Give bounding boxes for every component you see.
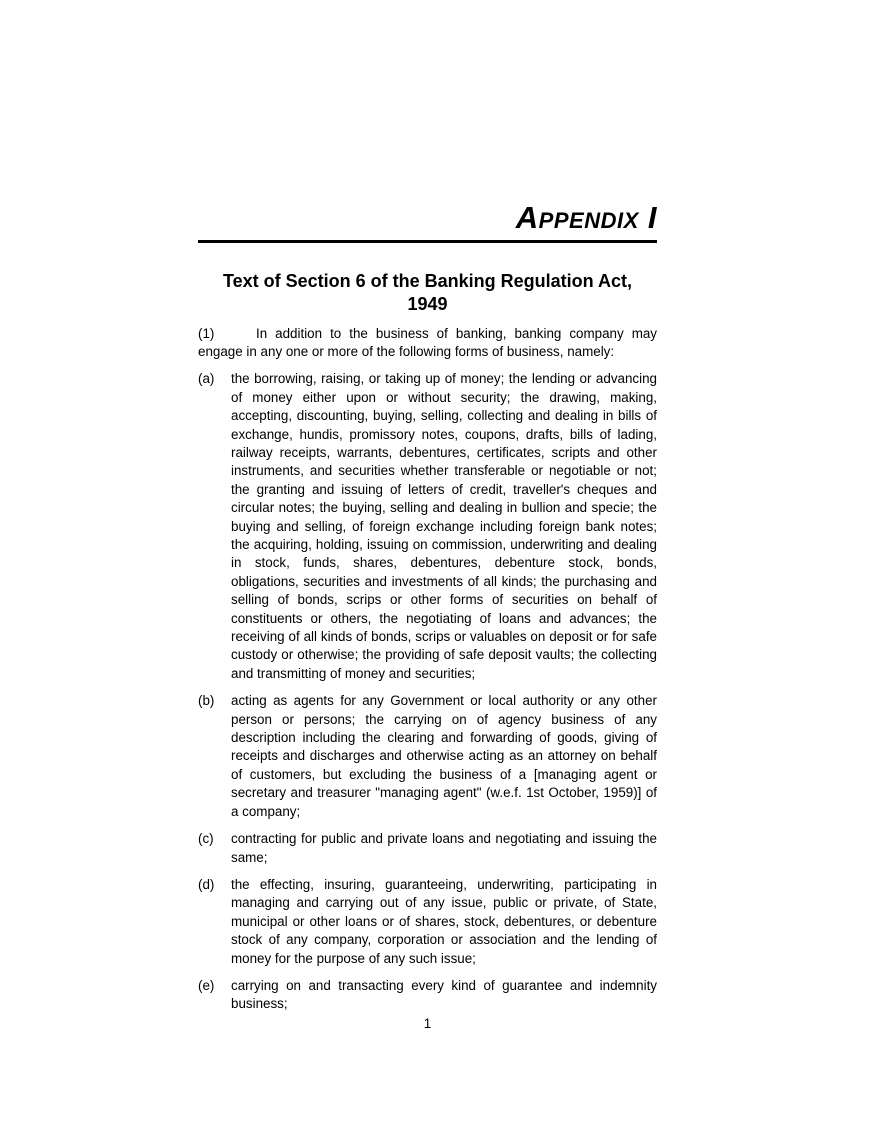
clause-c	[198, 830, 657, 867]
clause-d-text: the effecting, insuring, guaranteeing, underwriting, participating in managing and carrying out of any issue, public or private, of State, municipal or other loans or of shares, stock, debentures, or debenture stock of any company, corporation or association and the lending of money for the purpose of any such issue;	[231, 876, 657, 966]
appendix-heading: Appendix I	[515, 200, 657, 235]
clause-b-text: acting as agents for any Government or local authority or any other person or persons; the carrying on of agency business of any description including the clearing and forwarding of goods, giving of receipts and discharges and otherwise acting as an attorney on behalf of customers, but excluding the business of a [managing agent or secretary and treasurer "managing agent" (w.e.f. 1st October, 1959)] of a company;	[231, 693, 657, 819]
clause-e-text: carrying on and transacting every kind of guarantee and indemnity business;	[231, 977, 657, 1012]
document-title-line1: Text of Section 6 of the Banking Regulation Act,	[222, 270, 633, 291]
heading-rule	[198, 240, 657, 243]
clause-b	[198, 692, 657, 821]
clause-a	[198, 370, 657, 683]
clause-d	[198, 876, 657, 968]
page-number: 1	[423, 1016, 432, 1031]
intro-paragraph	[198, 325, 657, 362]
document-content-column	[198, 0, 657, 1014]
clause-b-label: (b)	[198, 693, 215, 709]
intro-paragraph-text: In addition to the business of banking, banking company may engage in any one or more of the following forms of business, namely:	[198, 325, 657, 359]
intro-paragraph-number: (1)	[198, 325, 215, 341]
document-title-line2: 1949	[407, 293, 448, 314]
clause-a-label: (a)	[198, 371, 215, 387]
clause-a-text: the borrowing, raising, or taking up of money; the lending or advancing of money either upon or without security; the drawing, making, accepting, discounting, buying, selling, collecting and dealing in bills of exchange, hundis, promissory notes, coupons, drafts, bills of lading, railway receipts, warrants, debentures, certificates, scripts and other instruments, and securities whether transferable or negotiable or not; the granting and issuing of letters of credit, traveller's cheques and circular notes; the buying, selling and dealing in bullion and specie; the buying and selling, of foreign exchange including foreign bank notes; the acquiring, holding, issuing on commission, underwriting and dealing in stock, funds, shares, debentures, debenture stock, bonds, obligations, securities and investments of all kinds; the purchasing and selling of bonds, scrips or other forms of securities on behalf of constituents or others, the negotiating of loans and advances; the receiving of all kinds of bonds, scrips or valuables on deposit or for safe custody or otherwise; the providing of safe deposit vaults; the collecting and transmitting of money and securities;	[231, 371, 657, 681]
document-title	[198, 270, 657, 316]
clause-d-label: (d)	[198, 876, 215, 892]
clause-c-label: (c)	[198, 831, 214, 847]
clause-e	[198, 977, 657, 1014]
clause-e-label: (e)	[198, 977, 215, 993]
clause-c-text: contracting for public and private loans and negotiating and issuing the same;	[231, 831, 657, 865]
